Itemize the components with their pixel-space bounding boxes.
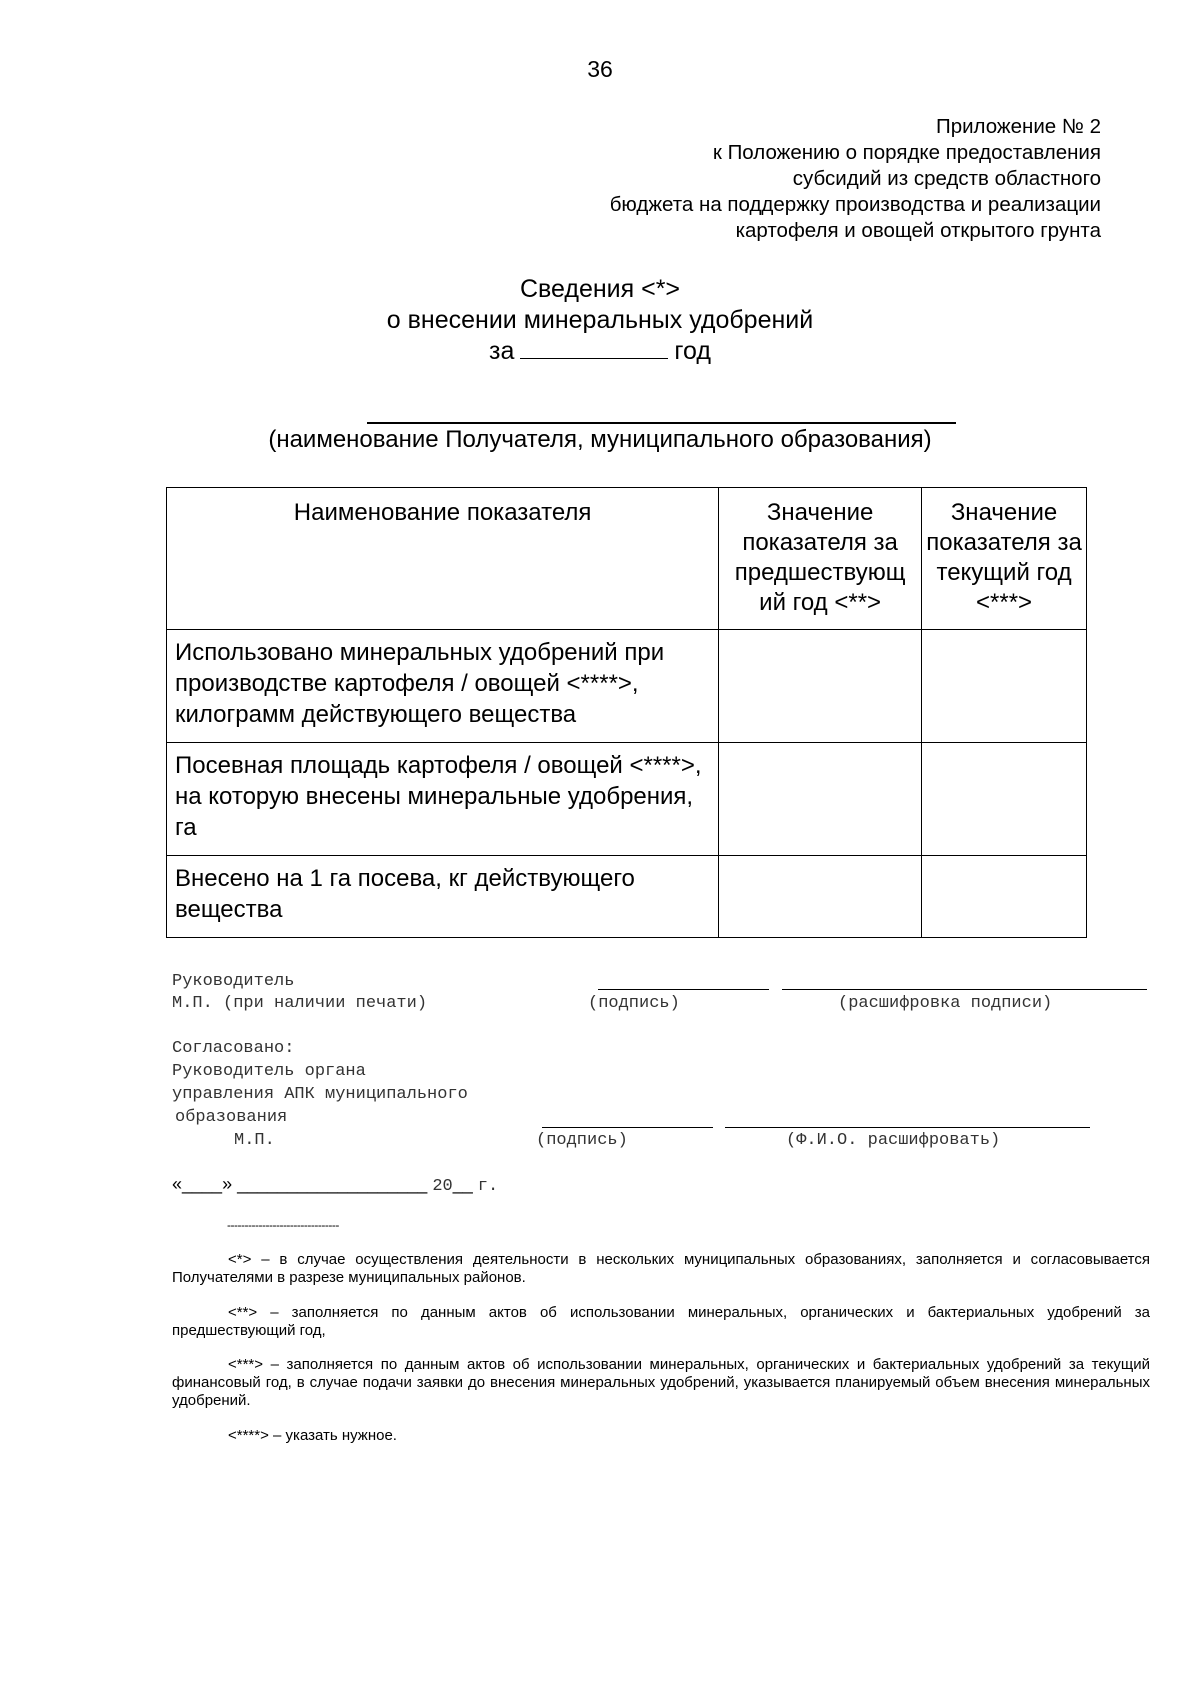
date-year-blank[interactable]: __ — [452, 1174, 473, 1194]
date-suffix: г. — [477, 1177, 499, 1196]
agency-fio-line[interactable] — [725, 1127, 1090, 1128]
recipient-caption: (наименование Получателя, муниципального образования) — [268, 426, 932, 453]
date-open-quote: « — [172, 1174, 183, 1194]
previous-year-value-cell[interactable] — [719, 630, 922, 743]
agency-line-2: управления АПК муниципального — [172, 1085, 468, 1104]
header-previous-year: Значение показателя за предшествующ ий год <**> — [719, 488, 922, 630]
agency-line-1: Руководитель органа — [172, 1062, 366, 1081]
appendix-line: картофеля и овощей открытого грунта — [735, 219, 1101, 242]
footnote-item: <****> – указать нужное. — [228, 1427, 397, 1444]
table-row — [167, 743, 1087, 856]
signature-decoding-line[interactable] — [782, 989, 1147, 990]
date-line — [172, 1174, 498, 1196]
header-current-year: Значение показателя за текущий год <***> — [922, 488, 1087, 630]
date-year-prefix: 20 — [432, 1177, 453, 1196]
appendix-line: бюджета на поддержку производства и реализации — [609, 193, 1101, 216]
recipient-name-line[interactable] — [367, 422, 956, 424]
footnote-item: <***> – заполняется по данным актов об использовании минеральных, органических и бактериальных удобрений за текущий финансовый год, в случае подачи заявки до внесения минеральных удобрений, указывается планируемый объем внесения минеральных удобрений. — [172, 1356, 1150, 1409]
agency-signature-caption: (подпись) — [536, 1131, 628, 1150]
title-line-1: Сведения <*> — [519, 275, 681, 303]
date-day-blank[interactable]: ____ — [182, 1174, 223, 1194]
title-line-3 — [0, 336, 1200, 367]
indicators-table — [166, 487, 1087, 938]
current-year-value-cell[interactable] — [922, 743, 1087, 856]
date-close-quote: » — [222, 1174, 233, 1194]
current-year-value-cell[interactable] — [922, 630, 1087, 743]
appendix-line: к Положению о порядке предоставления — [712, 141, 1101, 164]
agency-line-3: образования — [175, 1108, 288, 1127]
footnote-item: <*> – в случае осуществления деятельности в нескольких муниципальных образованиях, заполняется и согласовывается Получателями в разрезе муниципальных районов. — [172, 1251, 1150, 1286]
agency-fio-caption: (Ф.И.О. расшифровать) — [786, 1131, 1001, 1150]
agency-stamp-label: М.П. — [234, 1131, 275, 1150]
appendix-line: Приложение № 2 — [935, 115, 1101, 138]
row-label: Внесено на 1 га посева, кг действующего вещества — [167, 856, 719, 938]
date-month-blank[interactable]: ___________________ — [237, 1174, 428, 1194]
row-label: Использовано минеральных удобрений при производстве картофеля / овощей <****>, килограмм действующего вещества — [167, 630, 719, 743]
table-row — [167, 630, 1087, 743]
table-row — [167, 856, 1087, 938]
page-number: 36 — [587, 56, 613, 82]
year-blank-field[interactable] — [520, 336, 668, 359]
previous-year-value-cell[interactable] — [719, 743, 922, 856]
table-header-row — [167, 488, 1087, 630]
row-label: Посевная площадь картофеля / овощей <****>, на которую внесены минеральные удобрения, га — [167, 743, 719, 856]
agency-signature-line[interactable] — [542, 1127, 713, 1128]
stamp-label: М.П. (при наличии печати) — [172, 994, 428, 1013]
previous-year-value-cell[interactable] — [719, 856, 922, 938]
title-year-prefix: за — [489, 337, 515, 365]
current-year-value-cell[interactable] — [922, 856, 1087, 938]
signature-caption: (подпись) — [588, 994, 680, 1013]
signature-line[interactable] — [598, 989, 769, 990]
appendix-header — [610, 114, 1101, 244]
agreed-label: Согласовано: — [172, 1039, 295, 1058]
appendix-line: субсидий из средств областного — [792, 167, 1101, 190]
head-label: Руководитель — [172, 972, 295, 991]
title-line-2: о внесении минеральных удобрений — [386, 306, 814, 334]
footnote-item: <**> – заполняется по данным актов об использовании минеральных, органических и бактериальных удобрений за предшествующий год, — [172, 1304, 1150, 1339]
document-title — [0, 274, 1200, 367]
title-year-suffix: год — [674, 337, 711, 365]
header-indicator-name: Наименование показателя — [167, 488, 719, 630]
footnote-separator: -------------------------------- — [227, 1218, 339, 1232]
decoding-caption: (расшифровка подписи) — [838, 994, 1053, 1013]
